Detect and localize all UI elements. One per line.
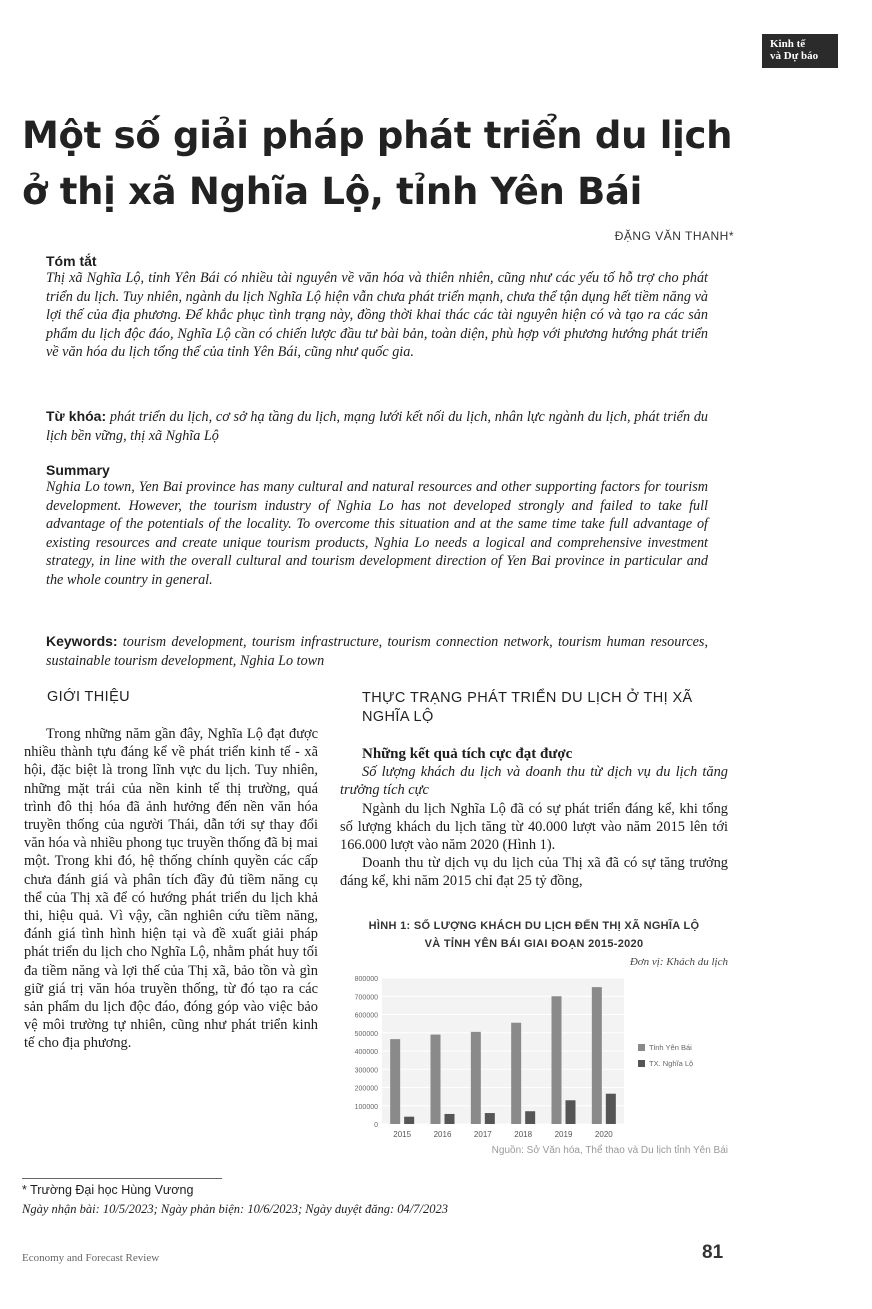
- footnote-divider: [22, 1178, 222, 1179]
- figure-title: [340, 917, 728, 953]
- abstract-vi-heading: Tóm tắt: [46, 253, 97, 269]
- intro-heading: GIỚI THIỆU: [47, 689, 131, 705]
- bar: [485, 1113, 495, 1124]
- legend-label: TX. Nghĩa Lộ: [649, 1059, 694, 1068]
- intro-body: [24, 725, 318, 1053]
- bar: [606, 1094, 616, 1124]
- figure-title-line-2: VÀ TỈNH YÊN BÁI GIAI ĐOẠN 2015-2020: [424, 938, 644, 950]
- abstract-en: [46, 462, 708, 590]
- status-body: [340, 745, 728, 891]
- bar-chart: [336, 970, 732, 1145]
- bar: [445, 1114, 455, 1124]
- article-title: [22, 108, 742, 220]
- status-paragraph-1: Ngành du lịch Nghĩa Lộ đã có sự phát triển đáng kể, khi tổng số lượng khách du lịch tăng từ 40.000 lượt vào năm 2015 lên tới 166.000 lượt vào năm 2020 (Hình 1).: [340, 800, 728, 854]
- keywords-vi-label: Từ khóa:: [46, 408, 107, 424]
- journal-name: Economy and Forecast Review: [22, 1252, 160, 1264]
- bar: [592, 987, 602, 1124]
- y-tick-label: 600000: [354, 1012, 378, 1020]
- bar: [552, 996, 562, 1124]
- y-tick-label: 500000: [354, 1030, 378, 1038]
- x-tick-label: 2015: [393, 1130, 412, 1139]
- bar: [525, 1111, 535, 1124]
- x-tick-label: 2016: [433, 1130, 452, 1139]
- y-tick-label: 400000: [354, 1049, 378, 1056]
- status-heading: [362, 689, 742, 727]
- abstract-en-heading: Summary: [46, 462, 110, 478]
- keywords-vi-text: phát triển du lịch, cơ sở hạ tầng du lịch, mạng lưới kết nối du lịch, nhân lực ngành du lịch, phát triển du lịch bền vững, thị xã Nghĩa Lộ: [46, 409, 709, 444]
- y-tick-label: 0: [374, 1122, 378, 1129]
- intro-paragraph: Trong những năm gần đây, Nghĩa Lộ đạt được nhiều thành tựu đáng kể về phát triển kinh tế - xã hội, đặc biệt là trong lĩnh vực du lịch. Tuy nhiên, những mặt trái của nền kinh tế thị trường, quá trình đô thị hóa đã ảnh hưởng đến nền văn hóa truyền thống của người Thái, dẫn tới sự thay đổi văn hóa và nhiều phong tục truyền thống đã bị mai một. Trong khi đó, hệ thống chính quyền các cấp chưa đánh giá và phân tích đầy đủ tiềm năng cụ thể của Thị xã để có hướng phát triển du lịch khả thi, hiệu quả. Vì vậy, cần nghiên cứu tiềm năng, đánh giá tình hình hiện tại và đề xuất giải pháp phát triển du lịch cho Nghĩa Lộ, nhằm phát huy tối đa tiềm năng và lợi thế của Thị xã, bảo tồn và gìn giữ giá trị văn hóa truyền thống, từ đó tạo ra các sản phẩm du lịch độc đáo, đóng góp vào việc bảo vệ môi trường tự nhiên, cũng như phát triển kinh tế cho địa phương.: [24, 726, 318, 1052]
- bar: [511, 1023, 521, 1124]
- title-line-2: ở thị xã Nghĩa Lộ, tỉnh Yên Bái: [22, 170, 643, 213]
- bar: [404, 1117, 414, 1124]
- x-tick-label: 2019: [554, 1130, 573, 1139]
- figure-source: Nguồn: Sở Văn hóa, Thể thao và Du lịch tỉnh Yên Bái: [491, 1145, 728, 1156]
- x-tick-label: 2020: [594, 1130, 613, 1139]
- status-heading-line-1: THỰC TRẠNG PHÁT TRIỂN DU LỊCH Ở THỊ XÃ: [362, 690, 693, 706]
- title-line-1: Một số giải pháp phát triển du lịch: [22, 114, 733, 157]
- y-tick-label: 800000: [354, 976, 378, 983]
- footnote-affiliation: * Trường Đại học Hùng Vương: [22, 1183, 194, 1197]
- author-name: ĐẶNG VĂN THANH*: [614, 229, 734, 243]
- bar: [390, 1039, 400, 1124]
- abstract-vi-text: Thị xã Nghĩa Lộ, tỉnh Yên Bái có nhiều tài nguyên về văn hóa và thiên nhiên, cũng như các yếu tố hỗ trợ cho phát triển du lịch. Tuy nhiên, ngành du lịch Nghĩa Lộ hiện vẫn chưa phát triển mạnh, chưa thể tận dụng hết tiềm năng và lợi thế của địa phương. Để khắc phục tình trạng này, đồng thời khai thác các tài nguyên hiện có và tạo ra các sản phẩm du lịch độc đáo, Nghĩa Lộ cần có chiến lược đầu tư bài bản, toàn diện, phù hợp với phương hướng phát triển về văn hóa du lịch tổng thể của tỉnh Yên Bái, cũng như quốc gia.: [46, 270, 708, 361]
- figure-title-line-1: HÌNH 1: SỐ LƯỢNG KHÁCH DU LỊCH ĐẾN THỊ XÃ NGHĨA LỘ: [368, 920, 700, 932]
- legend-swatch: [638, 1044, 645, 1051]
- status-subheading: Những kết quả tích cực đạt được: [362, 746, 573, 762]
- status-subsubheading: Số lượng khách du lịch và doanh thu từ dịch vụ du lịch tăng trưởng tích cực: [340, 764, 728, 799]
- journal-badge: [762, 34, 838, 68]
- bar: [431, 1035, 441, 1124]
- x-tick-label: 2017: [473, 1130, 492, 1139]
- y-tick-label: 200000: [354, 1085, 378, 1093]
- bar: [566, 1100, 576, 1124]
- abstract-en-text: Nghia Lo town, Yen Bai province has many cultural and natural resources and other supporting factors for tourism development. However, the tourism industry of Nghia Lo has not developed strongly and failed to take full advantage of the potentials of the locality. To overcome this situation and at the same time take full advantage of existing resources and create unique tourism products, Nghia Lo needs a logical and comprehensive investment strategy, in line with the overall cultural and tourism development direction of Yen Bai province in particular and the whole country in general.: [46, 479, 708, 588]
- keywords-en-label: Keywords:: [46, 633, 118, 649]
- status-heading-line-2: NGHĨA LỘ: [362, 709, 434, 725]
- y-tick-label: 300000: [354, 1067, 378, 1075]
- keywords-en-text: tourism development, tourism infrastructure, tourism connection network, tourism human resources, sustainable tourism development, Nghia Lo town: [46, 634, 709, 669]
- badge-line-2: và Dự báo: [770, 50, 819, 62]
- bar: [471, 1032, 481, 1124]
- keywords-vi: [46, 407, 708, 445]
- figure-unit: Đơn vị: Khách du lịch: [629, 956, 728, 968]
- abstract-vi: [46, 253, 708, 362]
- y-tick-label: 700000: [354, 994, 378, 1002]
- badge-line-1: Kinh tế: [770, 38, 806, 50]
- status-paragraph-2: Doanh thu từ dịch vụ du lịch của Thị xã đã có sự tăng trưởng đáng kể, khi năm 2015 chỉ đạt 25 tỷ đồng,: [340, 855, 728, 890]
- page-number: 81: [702, 1242, 724, 1263]
- legend-swatch: [638, 1060, 645, 1067]
- y-tick-label: 100000: [354, 1103, 378, 1111]
- legend-label: Tỉnh Yên Bái: [649, 1043, 692, 1052]
- x-tick-label: 2018: [514, 1130, 533, 1139]
- keywords-en: [46, 632, 708, 670]
- footnote-dates: Ngày nhận bài: 10/5/2023; Ngày phản biện: 10/6/2023; Ngày duyệt đăng: 04/7/2023: [22, 1202, 448, 1216]
